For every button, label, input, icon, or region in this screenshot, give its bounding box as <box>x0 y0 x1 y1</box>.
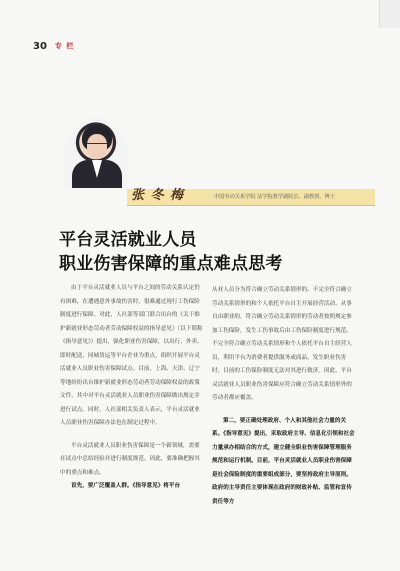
author-glasses <box>87 143 107 148</box>
article-title-line-2: 职业伤害保障的重点难点思考 <box>59 254 283 274</box>
page-number: 30 <box>33 40 47 52</box>
paragraph-spacer <box>212 406 357 415</box>
author-description: 中国劳动关系学院 法学院教学副院长、副教授、博士 <box>214 194 335 200</box>
left-paragraph-3: 首先，要广泛覆盖人群。《指导意见》将平台 <box>71 483 181 489</box>
right-text-column <box>212 284 357 509</box>
left-paragraph-1: 由于平台灵活就业人员与平台之间的劳动关系认定仍有困难，在遭遇意外事故伤害时，很难通过现行工伤保险制度进行保障。对此，人社部等部门联合出台的《关于维护新就业形态劳动者劳动保障权益的指导意见》（以下简称《指导意见》）提出，强化职业伤害保障，以出行、外卖、即时配送、同城货运等平台企业为重点，组织开展平台灵活就业人员职业伤害保障试点。目前，上海、天津、辽宁等地纷纷出台维护新就业形态劳动者劳动保障权益的政策文件，其中对平台灵活就业人员职业伤害保障做出规定并进行试点。同时，人社部相关负责人表示，平台灵活就业人员职业伤害保障办法也在制定过程中。 <box>60 285 203 426</box>
left-text-column <box>60 282 205 494</box>
author-name: 张 冬 梅 <box>131 188 185 203</box>
article-title-line-1: 平台灵活就业人员 <box>59 230 197 250</box>
page-header <box>33 40 74 52</box>
page-corner-mark <box>379 0 400 28</box>
paragraph-spacer <box>60 431 205 440</box>
left-paragraph-2: 平台灵活就业人员职业伤害保障是一个新领域，需要在试点中总结经验并进行制度规范。因此，要准确把握其中的重点和难点。 <box>60 442 200 476</box>
right-paragraph-1: 从业人员分为符合确立劳动关系情形的、不完全符合确立劳动关系情形的和个人依托平台自主开展经营活动、从事自由职业的。符合确立劳动关系情形的劳动者按照规定参加工伤保险，发生工伤事故后由工伤保险制度进行规范。不完全符合确立劳动关系情形和个人依托平台自主经营人员，利用平台为消费者提供服务或商品，发生职业伤害时，目前的工伤保险制度无法对其进行救济。因此，平台灵活就业人员职业伤害保障应符合确立劳动关系情形外的劳动者都应覆盖。 <box>212 287 352 401</box>
author-photo <box>65 118 127 188</box>
right-paragraph-2: 第二，要正确处理政府、个人和其他社会力量的关系。《指导意见》提出，采取政府主导、信息化引领和社会力量承办相结合的方式，建立健全职业伤害保障管理服务规范和运行机制。目前，平台灵活就业人员职业伤害保障是社会保险制度的重要组成部分，要坚持政府主导原则。政府的主导责任主要体现在政府的财政补贴、监管和宣传责任等方 <box>212 417 355 505</box>
section-label: 专 栏 <box>54 42 75 50</box>
